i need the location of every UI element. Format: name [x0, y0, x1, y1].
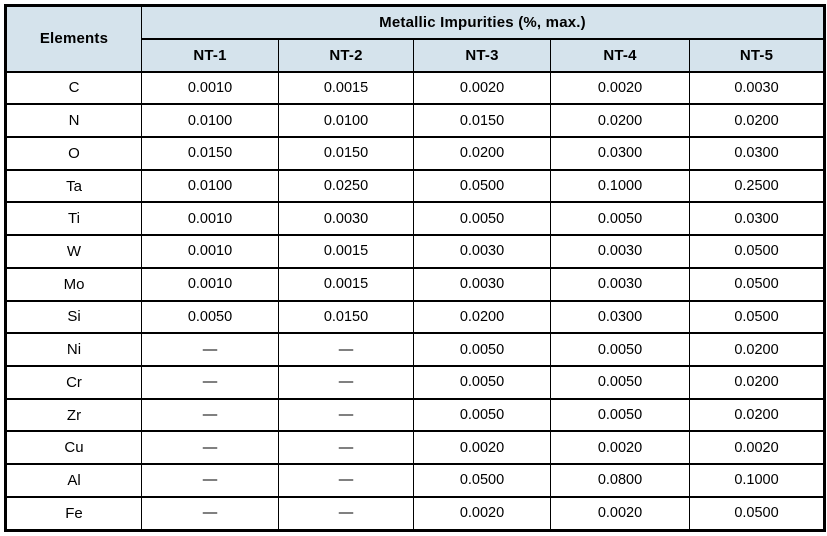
element-cell: Ta	[6, 170, 142, 203]
value-cell-zr-nt-4: 0.0050	[551, 399, 690, 432]
table-row-fe	[6, 497, 825, 531]
value-cell-o-nt-1: 0.0150	[142, 137, 279, 170]
value-cell-n-nt-5: 0.0200	[690, 104, 825, 137]
table-row-o	[6, 137, 825, 170]
value-cell-c-nt-2: 0.0015	[279, 72, 414, 105]
metallic-impurities-table	[4, 4, 826, 532]
value-cell-o-nt-2: 0.0150	[279, 137, 414, 170]
table-row-cu	[6, 431, 825, 464]
value-cell-ta-nt-4: 0.1000	[551, 170, 690, 203]
value-cell-o-nt-3: 0.0200	[414, 137, 551, 170]
value-cell-c-nt-5: 0.0030	[690, 72, 825, 105]
table-row-si	[6, 301, 825, 334]
table-row-c	[6, 72, 825, 105]
element-cell: N	[6, 104, 142, 137]
element-cell: W	[6, 235, 142, 268]
value-cell-fe-nt-1: —	[142, 497, 279, 531]
value-cell-ta-nt-3: 0.0500	[414, 170, 551, 203]
element-cell: Ti	[6, 202, 142, 235]
value-cell-ni-nt-4: 0.0050	[551, 333, 690, 366]
value-cell-ti-nt-4: 0.0050	[551, 202, 690, 235]
value-cell-w-nt-5: 0.0500	[690, 235, 825, 268]
elements-column-header: Elements	[6, 6, 142, 72]
element-cell: O	[6, 137, 142, 170]
table-row-ta	[6, 170, 825, 203]
value-cell-fe-nt-4: 0.0020	[551, 497, 690, 531]
element-cell: Zr	[6, 399, 142, 432]
value-cell-al-nt-3: 0.0500	[414, 464, 551, 497]
value-cell-al-nt-2: —	[279, 464, 414, 497]
column-header-nt-4: NT-4	[551, 39, 690, 72]
element-cell: Al	[6, 464, 142, 497]
value-cell-cu-nt-1: —	[142, 431, 279, 464]
table-row-cr	[6, 366, 825, 399]
value-cell-cr-nt-4: 0.0050	[551, 366, 690, 399]
value-cell-ti-nt-3: 0.0050	[414, 202, 551, 235]
table-row-w	[6, 235, 825, 268]
value-cell-c-nt-4: 0.0020	[551, 72, 690, 105]
table-body	[6, 72, 825, 531]
value-cell-cr-nt-2: —	[279, 366, 414, 399]
value-cell-n-nt-1: 0.0100	[142, 104, 279, 137]
value-cell-mo-nt-3: 0.0030	[414, 268, 551, 301]
value-cell-ti-nt-5: 0.0300	[690, 202, 825, 235]
value-cell-mo-nt-4: 0.0030	[551, 268, 690, 301]
value-cell-al-nt-5: 0.1000	[690, 464, 825, 497]
table-row-n	[6, 104, 825, 137]
value-cell-zr-nt-1: —	[142, 399, 279, 432]
value-cell-zr-nt-2: —	[279, 399, 414, 432]
table-header	[6, 6, 825, 72]
value-cell-ni-nt-3: 0.0050	[414, 333, 551, 366]
element-cell: Cr	[6, 366, 142, 399]
value-cell-cr-nt-3: 0.0050	[414, 366, 551, 399]
value-cell-fe-nt-5: 0.0500	[690, 497, 825, 531]
value-cell-ta-nt-2: 0.0250	[279, 170, 414, 203]
table-row-ti	[6, 202, 825, 235]
value-cell-n-nt-2: 0.0100	[279, 104, 414, 137]
value-cell-cu-nt-4: 0.0020	[551, 431, 690, 464]
value-cell-c-nt-3: 0.0020	[414, 72, 551, 105]
metallic-impurities-group-header: Metallic Impurities (%, max.)	[142, 6, 825, 39]
group-header-row	[6, 6, 825, 39]
table-row-al	[6, 464, 825, 497]
value-cell-ti-nt-1: 0.0010	[142, 202, 279, 235]
element-cell: Mo	[6, 268, 142, 301]
table-row-zr	[6, 399, 825, 432]
value-cell-ta-nt-1: 0.0100	[142, 170, 279, 203]
value-cell-zr-nt-5: 0.0200	[690, 399, 825, 432]
value-cell-n-nt-4: 0.0200	[551, 104, 690, 137]
element-cell: Fe	[6, 497, 142, 531]
value-cell-mo-nt-2: 0.0015	[279, 268, 414, 301]
value-cell-c-nt-1: 0.0010	[142, 72, 279, 105]
value-cell-mo-nt-5: 0.0500	[690, 268, 825, 301]
value-cell-cu-nt-2: —	[279, 431, 414, 464]
value-cell-w-nt-1: 0.0010	[142, 235, 279, 268]
value-cell-n-nt-3: 0.0150	[414, 104, 551, 137]
value-cell-si-nt-3: 0.0200	[414, 301, 551, 334]
value-cell-ni-nt-5: 0.0200	[690, 333, 825, 366]
value-cell-ni-nt-1: —	[142, 333, 279, 366]
value-cell-al-nt-4: 0.0800	[551, 464, 690, 497]
value-cell-cr-nt-5: 0.0200	[690, 366, 825, 399]
value-cell-cu-nt-5: 0.0020	[690, 431, 825, 464]
value-cell-si-nt-5: 0.0500	[690, 301, 825, 334]
value-cell-cu-nt-3: 0.0020	[414, 431, 551, 464]
table-row-mo	[6, 268, 825, 301]
value-cell-zr-nt-3: 0.0050	[414, 399, 551, 432]
value-cell-al-nt-1: —	[142, 464, 279, 497]
value-cell-w-nt-2: 0.0015	[279, 235, 414, 268]
column-header-nt-5: NT-5	[690, 39, 825, 72]
column-header-nt-3: NT-3	[414, 39, 551, 72]
value-cell-mo-nt-1: 0.0010	[142, 268, 279, 301]
value-cell-o-nt-4: 0.0300	[551, 137, 690, 170]
column-header-nt-2: NT-2	[279, 39, 414, 72]
value-cell-cr-nt-1: —	[142, 366, 279, 399]
value-cell-ni-nt-2: —	[279, 333, 414, 366]
element-cell: C	[6, 72, 142, 105]
value-cell-w-nt-3: 0.0030	[414, 235, 551, 268]
element-cell: Si	[6, 301, 142, 334]
value-cell-fe-nt-2: —	[279, 497, 414, 531]
table-row-ni	[6, 333, 825, 366]
value-cell-ti-nt-2: 0.0030	[279, 202, 414, 235]
value-cell-ta-nt-5: 0.2500	[690, 170, 825, 203]
column-header-nt-1: NT-1	[142, 39, 279, 72]
value-cell-si-nt-4: 0.0300	[551, 301, 690, 334]
value-cell-o-nt-5: 0.0300	[690, 137, 825, 170]
value-cell-si-nt-2: 0.0150	[279, 301, 414, 334]
value-cell-fe-nt-3: 0.0020	[414, 497, 551, 531]
value-cell-w-nt-4: 0.0030	[551, 235, 690, 268]
value-cell-si-nt-1: 0.0050	[142, 301, 279, 334]
element-cell: Ni	[6, 333, 142, 366]
element-cell: Cu	[6, 431, 142, 464]
